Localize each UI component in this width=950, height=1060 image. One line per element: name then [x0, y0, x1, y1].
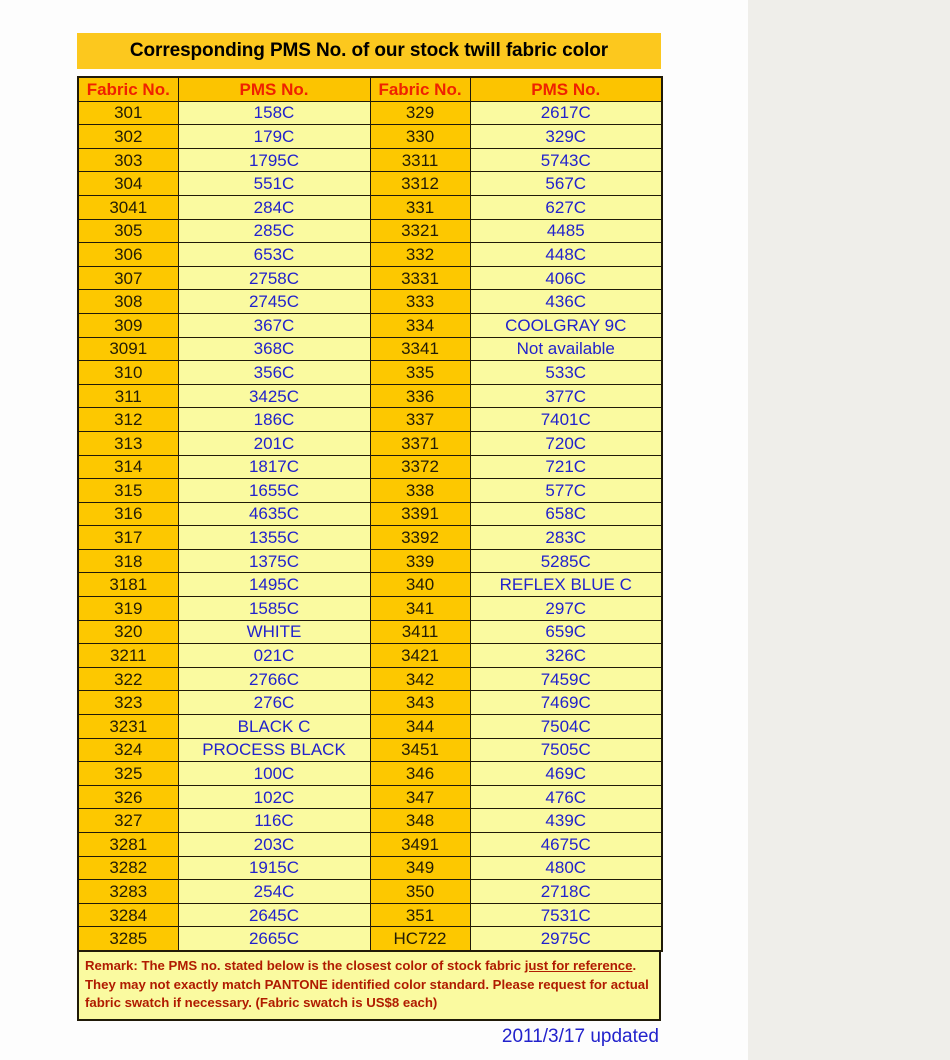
- cell-pms-no-left: 2665C: [178, 927, 370, 951]
- cell-pms-no-right: 436C: [470, 290, 662, 314]
- cell-pms-no-right: 658C: [470, 502, 662, 526]
- cell-fabric-no-right: 3391: [370, 502, 470, 526]
- cell-fabric-no-right: 332: [370, 243, 470, 267]
- cell-pms-no-right: 7459C: [470, 667, 662, 691]
- cell-fabric-no-left: 3282: [78, 856, 178, 880]
- cell-fabric-no-right: 341: [370, 597, 470, 621]
- table-row: [78, 361, 662, 385]
- table-row: [78, 715, 662, 739]
- cell-pms-no-left: 1795C: [178, 148, 370, 172]
- cell-fabric-no-left: 301: [78, 101, 178, 125]
- table-row: [78, 290, 662, 314]
- cell-fabric-no-left: 309: [78, 313, 178, 337]
- remark-text-part1: Remark: The PMS no. stated below is the closest color of stock fabric: [85, 957, 525, 973]
- cell-fabric-no-right: 338: [370, 479, 470, 503]
- cell-fabric-no-right: 3312: [370, 172, 470, 196]
- table-row: [78, 266, 662, 290]
- pms-table: [77, 76, 663, 952]
- cell-pms-no-left: 285C: [178, 219, 370, 243]
- cell-fabric-no-right: 350: [370, 880, 470, 904]
- column-header-pms-no-right: PMS No.: [470, 77, 662, 101]
- cell-fabric-no-left: 315: [78, 479, 178, 503]
- cell-fabric-no-right: 3372: [370, 455, 470, 479]
- page-title: Corresponding PMS No. of our stock twill fabric color: [77, 33, 661, 69]
- cell-pms-no-right: 297C: [470, 597, 662, 621]
- cell-pms-no-right: 2975C: [470, 927, 662, 951]
- cell-fabric-no-right: 3451: [370, 738, 470, 762]
- cell-pms-no-right: 406C: [470, 266, 662, 290]
- cell-fabric-no-left: 319: [78, 597, 178, 621]
- table-row: [78, 927, 662, 951]
- cell-pms-no-right: 7401C: [470, 408, 662, 432]
- table-row: [78, 856, 662, 880]
- cell-fabric-no-right: 336: [370, 384, 470, 408]
- cell-fabric-no-left: 3284: [78, 903, 178, 927]
- table-row: [78, 431, 662, 455]
- cell-fabric-no-left: 312: [78, 408, 178, 432]
- table-row: [78, 337, 662, 361]
- cell-pms-no-left: 2745C: [178, 290, 370, 314]
- cell-fabric-no-right: 334: [370, 313, 470, 337]
- cell-fabric-no-right: 330: [370, 125, 470, 149]
- table-row: [78, 125, 662, 149]
- cell-fabric-no-right: 343: [370, 691, 470, 715]
- cell-pms-no-right: 5285C: [470, 549, 662, 573]
- cell-pms-no-left: 179C: [178, 125, 370, 149]
- table-row: [78, 785, 662, 809]
- table-row: [78, 833, 662, 857]
- cell-pms-no-right: 627C: [470, 195, 662, 219]
- cell-pms-no-left: 4635C: [178, 502, 370, 526]
- table-row: [78, 172, 662, 196]
- cell-pms-no-right: 4675C: [470, 833, 662, 857]
- cell-pms-no-right: Not available: [470, 337, 662, 361]
- cell-pms-no-right: 377C: [470, 384, 662, 408]
- cell-fabric-no-left: 316: [78, 502, 178, 526]
- pms-color-chart: [77, 33, 661, 1048]
- remark-note: [77, 952, 661, 1021]
- cell-fabric-no-left: 3283: [78, 880, 178, 904]
- table-row: [78, 691, 662, 715]
- cell-fabric-no-right: 3331: [370, 266, 470, 290]
- cell-fabric-no-right: 346: [370, 762, 470, 786]
- cell-fabric-no-left: 3181: [78, 573, 178, 597]
- cell-fabric-no-left: 302: [78, 125, 178, 149]
- column-header-fabric-no-right: Fabric No.: [370, 77, 470, 101]
- cell-fabric-no-left: 3281: [78, 833, 178, 857]
- cell-pms-no-left: PROCESS BLACK: [178, 738, 370, 762]
- table-row: [78, 573, 662, 597]
- cell-pms-no-left: 2645C: [178, 903, 370, 927]
- cell-pms-no-right: 476C: [470, 785, 662, 809]
- cell-fabric-no-right: HC722: [370, 927, 470, 951]
- cell-fabric-no-left: 303: [78, 148, 178, 172]
- cell-fabric-no-right: 3421: [370, 644, 470, 668]
- cell-pms-no-right: 567C: [470, 172, 662, 196]
- cell-fabric-no-right: 3491: [370, 833, 470, 857]
- remark-underlined-phrase: just for reference: [524, 957, 633, 973]
- cell-fabric-no-left: 311: [78, 384, 178, 408]
- cell-pms-no-left: 1655C: [178, 479, 370, 503]
- table-row: [78, 384, 662, 408]
- cell-fabric-no-left: 326: [78, 785, 178, 809]
- cell-fabric-no-right: 3371: [370, 431, 470, 455]
- cell-pms-no-left: 3425C: [178, 384, 370, 408]
- cell-pms-no-left: 2766C: [178, 667, 370, 691]
- cell-pms-no-right: 659C: [470, 620, 662, 644]
- table-row: [78, 620, 662, 644]
- cell-fabric-no-left: 310: [78, 361, 178, 385]
- cell-fabric-no-left: 3285: [78, 927, 178, 951]
- cell-fabric-no-left: 320: [78, 620, 178, 644]
- cell-fabric-no-right: 335: [370, 361, 470, 385]
- cell-pms-no-left: 551C: [178, 172, 370, 196]
- cell-fabric-no-right: 329: [370, 101, 470, 125]
- header-row: [78, 77, 662, 101]
- cell-fabric-no-left: 323: [78, 691, 178, 715]
- table-row: [78, 502, 662, 526]
- table-row: [78, 526, 662, 550]
- table-row: [78, 549, 662, 573]
- cell-pms-no-left: 356C: [178, 361, 370, 385]
- cell-fabric-no-right: 339: [370, 549, 470, 573]
- table-row: [78, 597, 662, 621]
- title-spacer: [77, 69, 661, 76]
- cell-pms-no-left: 2758C: [178, 266, 370, 290]
- cell-pms-no-left: 186C: [178, 408, 370, 432]
- cell-pms-no-left: WHITE: [178, 620, 370, 644]
- cell-fabric-no-left: 305: [78, 219, 178, 243]
- cell-fabric-no-left: 327: [78, 809, 178, 833]
- table-row: [78, 644, 662, 668]
- cell-fabric-no-left: 314: [78, 455, 178, 479]
- cell-pms-no-right: 7531C: [470, 903, 662, 927]
- cell-pms-no-left: 254C: [178, 880, 370, 904]
- cell-fabric-no-right: 331: [370, 195, 470, 219]
- cell-fabric-no-right: 3311: [370, 148, 470, 172]
- cell-pms-no-right: 4485: [470, 219, 662, 243]
- cell-fabric-no-left: 3211: [78, 644, 178, 668]
- cell-pms-no-right: 721C: [470, 455, 662, 479]
- table-row: [78, 243, 662, 267]
- cell-pms-no-right: 2617C: [470, 101, 662, 125]
- cell-pms-no-left: 1585C: [178, 597, 370, 621]
- cell-pms-no-left: 100C: [178, 762, 370, 786]
- cell-fabric-no-right: 351: [370, 903, 470, 927]
- cell-fabric-no-left: 3231: [78, 715, 178, 739]
- cell-pms-no-right: REFLEX BLUE C: [470, 573, 662, 597]
- cell-pms-no-left: 1375C: [178, 549, 370, 573]
- cell-fabric-no-right: 344: [370, 715, 470, 739]
- cell-pms-no-left: 367C: [178, 313, 370, 337]
- table-row: [78, 408, 662, 432]
- cell-pms-no-right: COOLGRAY 9C: [470, 313, 662, 337]
- cell-fabric-no-left: 325: [78, 762, 178, 786]
- cell-fabric-no-right: 340: [370, 573, 470, 597]
- cell-pms-no-right: 5743C: [470, 148, 662, 172]
- cell-pms-no-right: 439C: [470, 809, 662, 833]
- last-updated-label: 2011/3/17 updated: [501, 1026, 659, 1048]
- cell-fabric-no-right: 3341: [370, 337, 470, 361]
- table-row: [78, 195, 662, 219]
- table-row: [78, 762, 662, 786]
- cell-pms-no-right: 480C: [470, 856, 662, 880]
- column-header-pms-no-left: PMS No.: [178, 77, 370, 101]
- cell-fabric-no-left: 3091: [78, 337, 178, 361]
- cell-fabric-no-right: 342: [370, 667, 470, 691]
- cell-pms-no-left: 284C: [178, 195, 370, 219]
- table-row: [78, 148, 662, 172]
- cell-pms-no-left: 021C: [178, 644, 370, 668]
- table-row: [78, 479, 662, 503]
- cell-fabric-no-right: 3321: [370, 219, 470, 243]
- table-row: [78, 809, 662, 833]
- table-row: [78, 738, 662, 762]
- cell-pms-no-right: 448C: [470, 243, 662, 267]
- cell-fabric-no-right: 349: [370, 856, 470, 880]
- cell-pms-no-right: 720C: [470, 431, 662, 455]
- cell-fabric-no-left: 313: [78, 431, 178, 455]
- cell-fabric-no-right: 3392: [370, 526, 470, 550]
- table-row: [78, 219, 662, 243]
- cell-fabric-no-left: 304: [78, 172, 178, 196]
- table-row: [78, 455, 662, 479]
- cell-pms-no-right: 577C: [470, 479, 662, 503]
- table-row: [78, 313, 662, 337]
- cell-fabric-no-right: 333: [370, 290, 470, 314]
- remark-text-part2: . They may not exactly match PANTONE identified color standard. Please request for actual fabric swatch if necessary. (Fabric swatch is US$8 each): [85, 957, 649, 1011]
- cell-pms-no-right: 326C: [470, 644, 662, 668]
- cell-pms-no-left: 276C: [178, 691, 370, 715]
- cell-pms-no-right: 7469C: [470, 691, 662, 715]
- cell-pms-no-right: 533C: [470, 361, 662, 385]
- cell-pms-no-left: 1495C: [178, 573, 370, 597]
- cell-pms-no-left: 1355C: [178, 526, 370, 550]
- column-header-fabric-no-left: Fabric No.: [78, 77, 178, 101]
- cell-fabric-no-left: 322: [78, 667, 178, 691]
- cell-pms-no-left: 1817C: [178, 455, 370, 479]
- table-row: [78, 101, 662, 125]
- cell-fabric-no-right: 337: [370, 408, 470, 432]
- cell-pms-no-right: 7504C: [470, 715, 662, 739]
- cell-fabric-no-right: 3411: [370, 620, 470, 644]
- cell-pms-no-left: 201C: [178, 431, 370, 455]
- cell-pms-no-left: 158C: [178, 101, 370, 125]
- cell-fabric-no-left: 318: [78, 549, 178, 573]
- cell-pms-no-left: 653C: [178, 243, 370, 267]
- cell-fabric-no-left: 308: [78, 290, 178, 314]
- cell-pms-no-left: 116C: [178, 809, 370, 833]
- cell-fabric-no-right: 347: [370, 785, 470, 809]
- cell-pms-no-right: 7505C: [470, 738, 662, 762]
- cell-fabric-no-left: 324: [78, 738, 178, 762]
- cell-pms-no-right: 329C: [470, 125, 662, 149]
- table-row: [78, 903, 662, 927]
- cell-fabric-no-left: 317: [78, 526, 178, 550]
- cell-pms-no-right: 2718C: [470, 880, 662, 904]
- cell-pms-no-left: 203C: [178, 833, 370, 857]
- cell-fabric-no-left: 307: [78, 266, 178, 290]
- table-body: [78, 101, 662, 951]
- cell-fabric-no-right: 348: [370, 809, 470, 833]
- cell-fabric-no-left: 3041: [78, 195, 178, 219]
- table-row: [78, 667, 662, 691]
- cell-pms-no-left: 1915C: [178, 856, 370, 880]
- cell-pms-no-right: 469C: [470, 762, 662, 786]
- cell-pms-no-left: 102C: [178, 785, 370, 809]
- cell-pms-no-left: BLACK C: [178, 715, 370, 739]
- cell-pms-no-right: 283C: [470, 526, 662, 550]
- cell-fabric-no-left: 306: [78, 243, 178, 267]
- table-row: [78, 880, 662, 904]
- cell-pms-no-left: 368C: [178, 337, 370, 361]
- table-header: [78, 77, 662, 101]
